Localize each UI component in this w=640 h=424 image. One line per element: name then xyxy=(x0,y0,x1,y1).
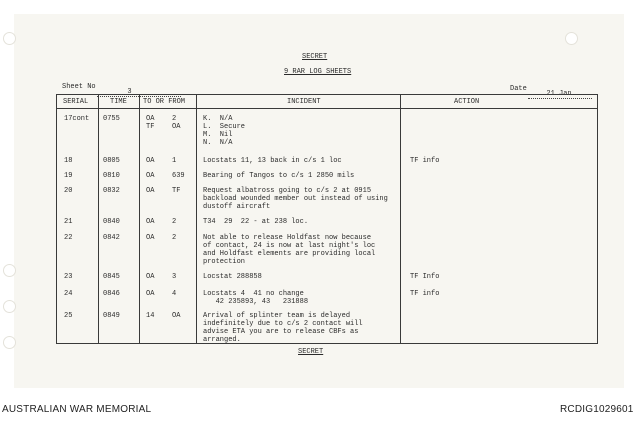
footer-institution: AUSTRALIAN WAR MEMORIAL xyxy=(2,404,152,415)
row-incident: Locstat 288858 xyxy=(203,273,262,281)
row-time: 0755 xyxy=(103,115,120,123)
row-incident: Bearing of Tangos to c/s 1 2850 mils xyxy=(203,172,355,180)
row-from: 4 xyxy=(172,290,177,298)
column-divider xyxy=(139,94,140,344)
log-table xyxy=(56,94,598,344)
row-action: TF Info xyxy=(410,273,440,281)
row-from: 3 xyxy=(172,273,177,281)
punch-hole xyxy=(3,32,16,45)
row-to: OA xyxy=(146,234,155,242)
row-serial: 20 xyxy=(64,187,73,195)
row-serial: 17cont xyxy=(64,115,90,123)
row-action: TF info xyxy=(410,157,440,165)
row-time: 0810 xyxy=(103,172,120,180)
row-time: 0845 xyxy=(103,273,120,281)
row-serial: 18 xyxy=(64,157,73,165)
classification-bottom: SECRET xyxy=(298,348,324,356)
row-to: OA xyxy=(146,157,155,165)
punch-hole xyxy=(3,264,16,277)
row-serial: 22 xyxy=(64,234,73,242)
row-time: 0846 xyxy=(103,290,120,298)
header-to-from: TO OR FROM xyxy=(143,98,186,106)
row-from: 2 xyxy=(172,218,177,226)
log-title: 9 RAR LOG SHEETS xyxy=(284,68,352,76)
row-to: OA xyxy=(146,172,155,180)
row-time: 0849 xyxy=(103,312,120,320)
header-divider xyxy=(56,108,598,109)
footer-catalogue-id: RCDIG1029601 xyxy=(560,404,634,415)
column-divider xyxy=(196,94,197,344)
row-serial: 21 xyxy=(64,218,73,226)
row-incident: Arrival of splinter team is delayed indefinitely due to c/s 2 contact will advise ETA you are to release CBFs as arranged. xyxy=(203,312,363,344)
date-label: Date xyxy=(510,85,527,93)
row-from: 2 OA xyxy=(172,115,181,131)
row-time: 0832 xyxy=(103,187,120,195)
row-time: 0805 xyxy=(103,157,120,165)
date-value: 21 Jan xyxy=(546,90,572,98)
row-serial: 25 xyxy=(64,312,73,320)
row-incident: T34 29 22 - at 238 loc. xyxy=(203,218,309,226)
row-to: OA xyxy=(146,218,155,226)
punch-hole xyxy=(565,32,578,45)
header-serial: SERIAL xyxy=(63,98,89,106)
row-incident: Locstats 4 41 no change 42 235893, 43 231888 xyxy=(203,290,309,306)
column-divider xyxy=(400,94,401,344)
row-serial: 24 xyxy=(64,290,73,298)
sheet-number: 3 xyxy=(127,88,132,96)
row-action: TF info xyxy=(410,290,440,298)
classification-top: SECRET xyxy=(302,53,328,61)
header-action: ACTION xyxy=(454,98,480,106)
row-serial: 23 xyxy=(64,273,73,281)
row-to: OA xyxy=(146,290,155,298)
row-from: OA xyxy=(172,312,181,320)
header-time: TIME xyxy=(110,98,127,106)
row-to: OA xyxy=(146,187,155,195)
row-incident: Locstats 11, 13 back in c/s 1 loc xyxy=(203,157,342,165)
row-incident: K. N/A L. Secure M. Nil N. N/A xyxy=(203,115,246,147)
row-to: OA xyxy=(146,273,155,281)
punch-hole xyxy=(3,300,16,313)
row-time: 0840 xyxy=(103,218,120,226)
row-incident: Request albatross going to c/s 2 at 0915 backload wounded member out instead of using dustoff aircraft xyxy=(203,187,388,211)
header-incident: INCIDENT xyxy=(287,98,321,106)
row-time: 0842 xyxy=(103,234,120,242)
row-to: OA TF xyxy=(146,115,155,131)
row-from: 2 xyxy=(172,234,177,242)
row-to: 14 xyxy=(146,312,155,320)
row-serial: 19 xyxy=(64,172,73,180)
row-from: 639 xyxy=(172,172,185,180)
row-from: TF xyxy=(172,187,181,195)
punch-hole xyxy=(3,336,16,349)
column-divider xyxy=(98,94,99,344)
sheet-label: Sheet No xyxy=(62,83,96,91)
row-from: 1 xyxy=(172,157,177,165)
row-incident: Not able to release Holdfast now because of contact, 24 is now at last night's loc and Holdfast elements are providing local protection xyxy=(203,234,376,266)
